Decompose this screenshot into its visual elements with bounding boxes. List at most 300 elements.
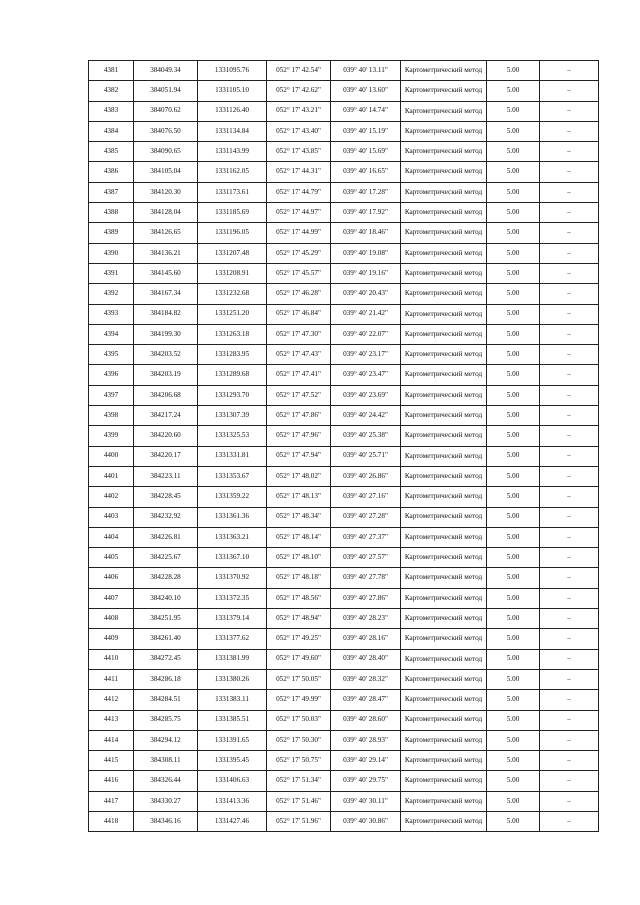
x-coordinate-cell: 384261.40 [134, 629, 198, 649]
method-cell: Картометрический метод [401, 730, 487, 750]
y-coordinate-cell: 1331359.22 [198, 487, 267, 507]
point-number-cell: 4395 [89, 345, 134, 365]
point-number-cell: 4390 [89, 243, 134, 263]
longitude-cell: 039° 40' 15.19" [331, 121, 401, 141]
note-cell: – [540, 203, 599, 223]
method-cell: Картометрический метод [401, 365, 487, 385]
longitude-cell: 039° 40' 23.47" [331, 365, 401, 385]
latitude-cell: 052° 17' 44.99" [267, 223, 331, 243]
table-row [89, 811, 599, 831]
point-number-cell: 4410 [89, 649, 134, 669]
y-coordinate-cell: 1331095.76 [198, 61, 267, 81]
method-cell: Картометрический метод [401, 609, 487, 629]
point-number-cell: 4416 [89, 771, 134, 791]
x-coordinate-cell: 384217.24 [134, 406, 198, 426]
table-row [89, 629, 599, 649]
table-row [89, 690, 599, 710]
accuracy-cell: 5.00 [487, 771, 540, 791]
x-coordinate-cell: 384220.17 [134, 446, 198, 466]
table-row [89, 730, 599, 750]
latitude-cell: 052° 17' 50.75" [267, 751, 331, 771]
method-cell: Картометрический метод [401, 101, 487, 121]
x-coordinate-cell: 384220.60 [134, 426, 198, 446]
accuracy-cell: 5.00 [487, 182, 540, 202]
longitude-cell: 039° 40' 29.75" [331, 771, 401, 791]
method-cell: Картометрический метод [401, 142, 487, 162]
x-coordinate-cell: 384330.27 [134, 791, 198, 811]
y-coordinate-cell: 1331105.10 [198, 81, 267, 101]
method-cell: Картометрический метод [401, 162, 487, 182]
x-coordinate-cell: 384251.95 [134, 609, 198, 629]
table-row [89, 507, 599, 527]
x-coordinate-cell: 384284.51 [134, 690, 198, 710]
table-row [89, 304, 599, 324]
note-cell: – [540, 629, 599, 649]
table-row [89, 101, 599, 121]
longitude-cell: 039° 40' 16.65" [331, 162, 401, 182]
table-row [89, 466, 599, 486]
method-cell: Картометрический метод [401, 568, 487, 588]
longitude-cell: 039° 40' 19.16" [331, 263, 401, 283]
accuracy-cell: 5.00 [487, 121, 540, 141]
latitude-cell: 052° 17' 49.25" [267, 629, 331, 649]
latitude-cell: 052° 17' 47.43" [267, 345, 331, 365]
point-number-cell: 4392 [89, 284, 134, 304]
longitude-cell: 039° 40' 17.92" [331, 203, 401, 223]
method-cell: Картометрический метод [401, 507, 487, 527]
method-cell: Картометрический метод [401, 487, 487, 507]
method-cell: Картометрический метод [401, 304, 487, 324]
longitude-cell: 039° 40' 26.86" [331, 466, 401, 486]
x-coordinate-cell: 384184.82 [134, 304, 198, 324]
accuracy-cell: 5.00 [487, 527, 540, 547]
y-coordinate-cell: 1331372.35 [198, 588, 267, 608]
note-cell: – [540, 487, 599, 507]
accuracy-cell: 5.00 [487, 811, 540, 831]
y-coordinate-cell: 1331395.45 [198, 751, 267, 771]
note-cell: – [540, 385, 599, 405]
accuracy-cell: 5.00 [487, 669, 540, 689]
table-row [89, 791, 599, 811]
latitude-cell: 052° 17' 43.85" [267, 142, 331, 162]
note-cell: – [540, 811, 599, 831]
accuracy-cell: 5.00 [487, 730, 540, 750]
note-cell: – [540, 609, 599, 629]
method-cell: Картометрический метод [401, 345, 487, 365]
table-row [89, 548, 599, 568]
accuracy-cell: 5.00 [487, 588, 540, 608]
accuracy-cell: 5.00 [487, 81, 540, 101]
point-number-cell: 4405 [89, 548, 134, 568]
accuracy-cell: 5.00 [487, 284, 540, 304]
method-cell: Картометрический метод [401, 182, 487, 202]
method-cell: Картометрический метод [401, 263, 487, 283]
note-cell: – [540, 669, 599, 689]
method-cell: Картометрический метод [401, 588, 487, 608]
table-row [89, 426, 599, 446]
table-row [89, 365, 599, 385]
table-row [89, 385, 599, 405]
accuracy-cell: 5.00 [487, 365, 540, 385]
table-row [89, 61, 599, 81]
table-row [89, 284, 599, 304]
method-cell: Картометрический метод [401, 649, 487, 669]
note-cell: – [540, 243, 599, 263]
method-cell: Картометрический метод [401, 690, 487, 710]
y-coordinate-cell: 1331361.36 [198, 507, 267, 527]
latitude-cell: 052° 17' 50.30" [267, 730, 331, 750]
accuracy-cell: 5.00 [487, 142, 540, 162]
latitude-cell: 052° 17' 47.94" [267, 446, 331, 466]
x-coordinate-cell: 384105.04 [134, 162, 198, 182]
coordinates-table [88, 60, 599, 832]
accuracy-cell: 5.00 [487, 61, 540, 81]
x-coordinate-cell: 384232.92 [134, 507, 198, 527]
table-row [89, 487, 599, 507]
y-coordinate-cell: 1331185.69 [198, 203, 267, 223]
latitude-cell: 052° 17' 48.56" [267, 588, 331, 608]
latitude-cell: 052° 17' 47.52" [267, 385, 331, 405]
method-cell: Картометрический метод [401, 811, 487, 831]
accuracy-cell: 5.00 [487, 446, 540, 466]
longitude-cell: 039° 40' 23.69" [331, 385, 401, 405]
y-coordinate-cell: 1331289.68 [198, 365, 267, 385]
y-coordinate-cell: 1331263.18 [198, 324, 267, 344]
longitude-cell: 039° 40' 28.93" [331, 730, 401, 750]
note-cell: – [540, 365, 599, 385]
y-coordinate-cell: 1331325.53 [198, 426, 267, 446]
latitude-cell: 052° 17' 48.34" [267, 507, 331, 527]
latitude-cell: 052° 17' 51.96" [267, 811, 331, 831]
longitude-cell: 039° 40' 27.57" [331, 548, 401, 568]
note-cell: – [540, 304, 599, 324]
longitude-cell: 039° 40' 28.40" [331, 649, 401, 669]
y-coordinate-cell: 1331207.48 [198, 243, 267, 263]
longitude-cell: 039° 40' 27.78" [331, 568, 401, 588]
accuracy-cell: 5.00 [487, 487, 540, 507]
note-cell: – [540, 507, 599, 527]
method-cell: Картометрический метод [401, 243, 487, 263]
x-coordinate-cell: 384128.04 [134, 203, 198, 223]
accuracy-cell: 5.00 [487, 548, 540, 568]
coordinates-table-wrapper [88, 60, 598, 832]
latitude-cell: 052° 17' 48.14" [267, 527, 331, 547]
x-coordinate-cell: 384225.67 [134, 548, 198, 568]
point-number-cell: 4397 [89, 385, 134, 405]
longitude-cell: 039° 40' 27.16" [331, 487, 401, 507]
latitude-cell: 052° 17' 46.84" [267, 304, 331, 324]
note-cell: – [540, 527, 599, 547]
latitude-cell: 052° 17' 45.29" [267, 243, 331, 263]
x-coordinate-cell: 384285.75 [134, 710, 198, 730]
method-cell: Картометрический метод [401, 771, 487, 791]
x-coordinate-cell: 384346.16 [134, 811, 198, 831]
latitude-cell: 052° 17' 49.60" [267, 649, 331, 669]
table-row [89, 121, 599, 141]
x-coordinate-cell: 384090.65 [134, 142, 198, 162]
y-coordinate-cell: 1331283.95 [198, 345, 267, 365]
accuracy-cell: 5.00 [487, 101, 540, 121]
table-row [89, 203, 599, 223]
x-coordinate-cell: 384226.81 [134, 527, 198, 547]
x-coordinate-cell: 384049.34 [134, 61, 198, 81]
latitude-cell: 052° 17' 43.21" [267, 101, 331, 121]
y-coordinate-cell: 1331383.11 [198, 690, 267, 710]
x-coordinate-cell: 384203.52 [134, 345, 198, 365]
x-coordinate-cell: 384199.30 [134, 324, 198, 344]
x-coordinate-cell: 384120.30 [134, 182, 198, 202]
table-row [89, 649, 599, 669]
longitude-cell: 039° 40' 25.38" [331, 426, 401, 446]
y-coordinate-cell: 1331307.39 [198, 406, 267, 426]
point-number-cell: 4396 [89, 365, 134, 385]
y-coordinate-cell: 1331134.84 [198, 121, 267, 141]
latitude-cell: 052° 17' 50.03" [267, 710, 331, 730]
point-number-cell: 4414 [89, 730, 134, 750]
accuracy-cell: 5.00 [487, 466, 540, 486]
y-coordinate-cell: 1331377.62 [198, 629, 267, 649]
table-row [89, 568, 599, 588]
note-cell: – [540, 710, 599, 730]
y-coordinate-cell: 1331367.10 [198, 548, 267, 568]
note-cell: – [540, 690, 599, 710]
table-row [89, 142, 599, 162]
accuracy-cell: 5.00 [487, 263, 540, 283]
point-number-cell: 4404 [89, 527, 134, 547]
table-row [89, 182, 599, 202]
note-cell: – [540, 101, 599, 121]
x-coordinate-cell: 384228.28 [134, 568, 198, 588]
x-coordinate-cell: 384308.11 [134, 751, 198, 771]
y-coordinate-cell: 1331251.20 [198, 304, 267, 324]
accuracy-cell: 5.00 [487, 791, 540, 811]
accuracy-cell: 5.00 [487, 203, 540, 223]
accuracy-cell: 5.00 [487, 345, 540, 365]
latitude-cell: 052° 17' 43.40" [267, 121, 331, 141]
y-coordinate-cell: 1331331.81 [198, 446, 267, 466]
table-row [89, 669, 599, 689]
method-cell: Картометрический метод [401, 324, 487, 344]
latitude-cell: 052° 17' 48.02" [267, 466, 331, 486]
table-row [89, 588, 599, 608]
point-number-cell: 4408 [89, 609, 134, 629]
latitude-cell: 052° 17' 47.86" [267, 406, 331, 426]
longitude-cell: 039° 40' 18.46" [331, 223, 401, 243]
accuracy-cell: 5.00 [487, 690, 540, 710]
y-coordinate-cell: 1331126.40 [198, 101, 267, 121]
y-coordinate-cell: 1331353.67 [198, 466, 267, 486]
table-row [89, 751, 599, 771]
x-coordinate-cell: 384206.68 [134, 385, 198, 405]
method-cell: Картометрический метод [401, 710, 487, 730]
accuracy-cell: 5.00 [487, 406, 540, 426]
table-row [89, 710, 599, 730]
note-cell: – [540, 771, 599, 791]
accuracy-cell: 5.00 [487, 385, 540, 405]
method-cell: Картометрический метод [401, 223, 487, 243]
point-number-cell: 4389 [89, 223, 134, 243]
note-cell: – [540, 182, 599, 202]
note-cell: – [540, 345, 599, 365]
point-number-cell: 4409 [89, 629, 134, 649]
note-cell: – [540, 162, 599, 182]
coordinates-table-body [89, 61, 599, 832]
point-number-cell: 4411 [89, 669, 134, 689]
y-coordinate-cell: 1331363.21 [198, 527, 267, 547]
table-row [89, 223, 599, 243]
point-number-cell: 4412 [89, 690, 134, 710]
point-number-cell: 4406 [89, 568, 134, 588]
latitude-cell: 052° 17' 46.28" [267, 284, 331, 304]
longitude-cell: 039° 40' 28.32" [331, 669, 401, 689]
note-cell: – [540, 568, 599, 588]
point-number-cell: 4415 [89, 751, 134, 771]
x-coordinate-cell: 384228.45 [134, 487, 198, 507]
note-cell: – [540, 284, 599, 304]
method-cell: Картометрический метод [401, 791, 487, 811]
longitude-cell: 039° 40' 30.11" [331, 791, 401, 811]
method-cell: Картометрический метод [401, 426, 487, 446]
latitude-cell: 052° 17' 48.94" [267, 609, 331, 629]
y-coordinate-cell: 1331379.14 [198, 609, 267, 629]
table-row [89, 406, 599, 426]
method-cell: Картометрический метод [401, 121, 487, 141]
note-cell: – [540, 730, 599, 750]
y-coordinate-cell: 1331413.36 [198, 791, 267, 811]
y-coordinate-cell: 1331196.05 [198, 223, 267, 243]
note-cell: – [540, 324, 599, 344]
latitude-cell: 052° 17' 44.97" [267, 203, 331, 223]
latitude-cell: 052° 17' 48.10" [267, 548, 331, 568]
point-number-cell: 4385 [89, 142, 134, 162]
latitude-cell: 052° 17' 42.54" [267, 61, 331, 81]
method-cell: Картометрический метод [401, 81, 487, 101]
y-coordinate-cell: 1331162.05 [198, 162, 267, 182]
longitude-cell: 039° 40' 20.43" [331, 284, 401, 304]
note-cell: – [540, 406, 599, 426]
accuracy-cell: 5.00 [487, 243, 540, 263]
accuracy-cell: 5.00 [487, 223, 540, 243]
longitude-cell: 039° 40' 28.47" [331, 690, 401, 710]
latitude-cell: 052° 17' 47.41" [267, 365, 331, 385]
longitude-cell: 039° 40' 28.16" [331, 629, 401, 649]
accuracy-cell: 5.00 [487, 426, 540, 446]
accuracy-cell: 5.00 [487, 507, 540, 527]
longitude-cell: 039° 40' 27.37" [331, 527, 401, 547]
method-cell: Картометрический метод [401, 446, 487, 466]
accuracy-cell: 5.00 [487, 710, 540, 730]
table-row [89, 609, 599, 629]
method-cell: Картометрический метод [401, 61, 487, 81]
longitude-cell: 039° 40' 15.69" [331, 142, 401, 162]
table-row [89, 81, 599, 101]
note-cell: – [540, 466, 599, 486]
latitude-cell: 052° 17' 51.34" [267, 771, 331, 791]
note-cell: – [540, 223, 599, 243]
x-coordinate-cell: 384126.65 [134, 223, 198, 243]
point-number-cell: 4387 [89, 182, 134, 202]
latitude-cell: 052° 17' 47.96" [267, 426, 331, 446]
note-cell: – [540, 61, 599, 81]
y-coordinate-cell: 1331370.92 [198, 568, 267, 588]
point-number-cell: 4383 [89, 101, 134, 121]
longitude-cell: 039° 40' 13.60" [331, 81, 401, 101]
point-number-cell: 4413 [89, 710, 134, 730]
latitude-cell: 052° 17' 50.05" [267, 669, 331, 689]
longitude-cell: 039° 40' 30.86" [331, 811, 401, 831]
point-number-cell: 4381 [89, 61, 134, 81]
note-cell: – [540, 263, 599, 283]
method-cell: Картометрический метод [401, 527, 487, 547]
y-coordinate-cell: 1331173.61 [198, 182, 267, 202]
accuracy-cell: 5.00 [487, 649, 540, 669]
latitude-cell: 052° 17' 48.13" [267, 487, 331, 507]
note-cell: – [540, 121, 599, 141]
point-number-cell: 4391 [89, 263, 134, 283]
point-number-cell: 4400 [89, 446, 134, 466]
point-number-cell: 4401 [89, 466, 134, 486]
point-number-cell: 4382 [89, 81, 134, 101]
latitude-cell: 052° 17' 44.31" [267, 162, 331, 182]
latitude-cell: 052° 17' 49.99" [267, 690, 331, 710]
note-cell: – [540, 142, 599, 162]
point-number-cell: 4398 [89, 406, 134, 426]
x-coordinate-cell: 384326.44 [134, 771, 198, 791]
method-cell: Картометрический метод [401, 669, 487, 689]
method-cell: Картометрический метод [401, 284, 487, 304]
longitude-cell: 039° 40' 28.60" [331, 710, 401, 730]
x-coordinate-cell: 384167.34 [134, 284, 198, 304]
note-cell: – [540, 81, 599, 101]
latitude-cell: 052° 17' 48.18" [267, 568, 331, 588]
point-number-cell: 4386 [89, 162, 134, 182]
note-cell: – [540, 649, 599, 669]
method-cell: Картометрический метод [401, 203, 487, 223]
accuracy-cell: 5.00 [487, 609, 540, 629]
point-number-cell: 4394 [89, 324, 134, 344]
x-coordinate-cell: 384051.94 [134, 81, 198, 101]
table-row [89, 263, 599, 283]
y-coordinate-cell: 1331385.51 [198, 710, 267, 730]
latitude-cell: 052° 17' 47.30" [267, 324, 331, 344]
point-number-cell: 4418 [89, 811, 134, 831]
y-coordinate-cell: 1331381.99 [198, 649, 267, 669]
point-number-cell: 4402 [89, 487, 134, 507]
y-coordinate-cell: 1331406.63 [198, 771, 267, 791]
longitude-cell: 039° 40' 29.14" [331, 751, 401, 771]
x-coordinate-cell: 384145.60 [134, 263, 198, 283]
method-cell: Картометрический метод [401, 385, 487, 405]
table-row [89, 324, 599, 344]
point-number-cell: 4393 [89, 304, 134, 324]
table-row [89, 527, 599, 547]
longitude-cell: 039° 40' 25.71" [331, 446, 401, 466]
table-row [89, 162, 599, 182]
x-coordinate-cell: 384136.21 [134, 243, 198, 263]
method-cell: Картометрический метод [401, 466, 487, 486]
latitude-cell: 052° 17' 51.46" [267, 791, 331, 811]
longitude-cell: 039° 40' 21.42" [331, 304, 401, 324]
y-coordinate-cell: 1331380.26 [198, 669, 267, 689]
latitude-cell: 052° 17' 42.62" [267, 81, 331, 101]
longitude-cell: 039° 40' 14.74" [331, 101, 401, 121]
longitude-cell: 039° 40' 17.28" [331, 182, 401, 202]
longitude-cell: 039° 40' 27.86" [331, 588, 401, 608]
latitude-cell: 052° 17' 44.79" [267, 182, 331, 202]
longitude-cell: 039° 40' 23.17" [331, 345, 401, 365]
x-coordinate-cell: 384286.18 [134, 669, 198, 689]
latitude-cell: 052° 17' 45.57" [267, 263, 331, 283]
